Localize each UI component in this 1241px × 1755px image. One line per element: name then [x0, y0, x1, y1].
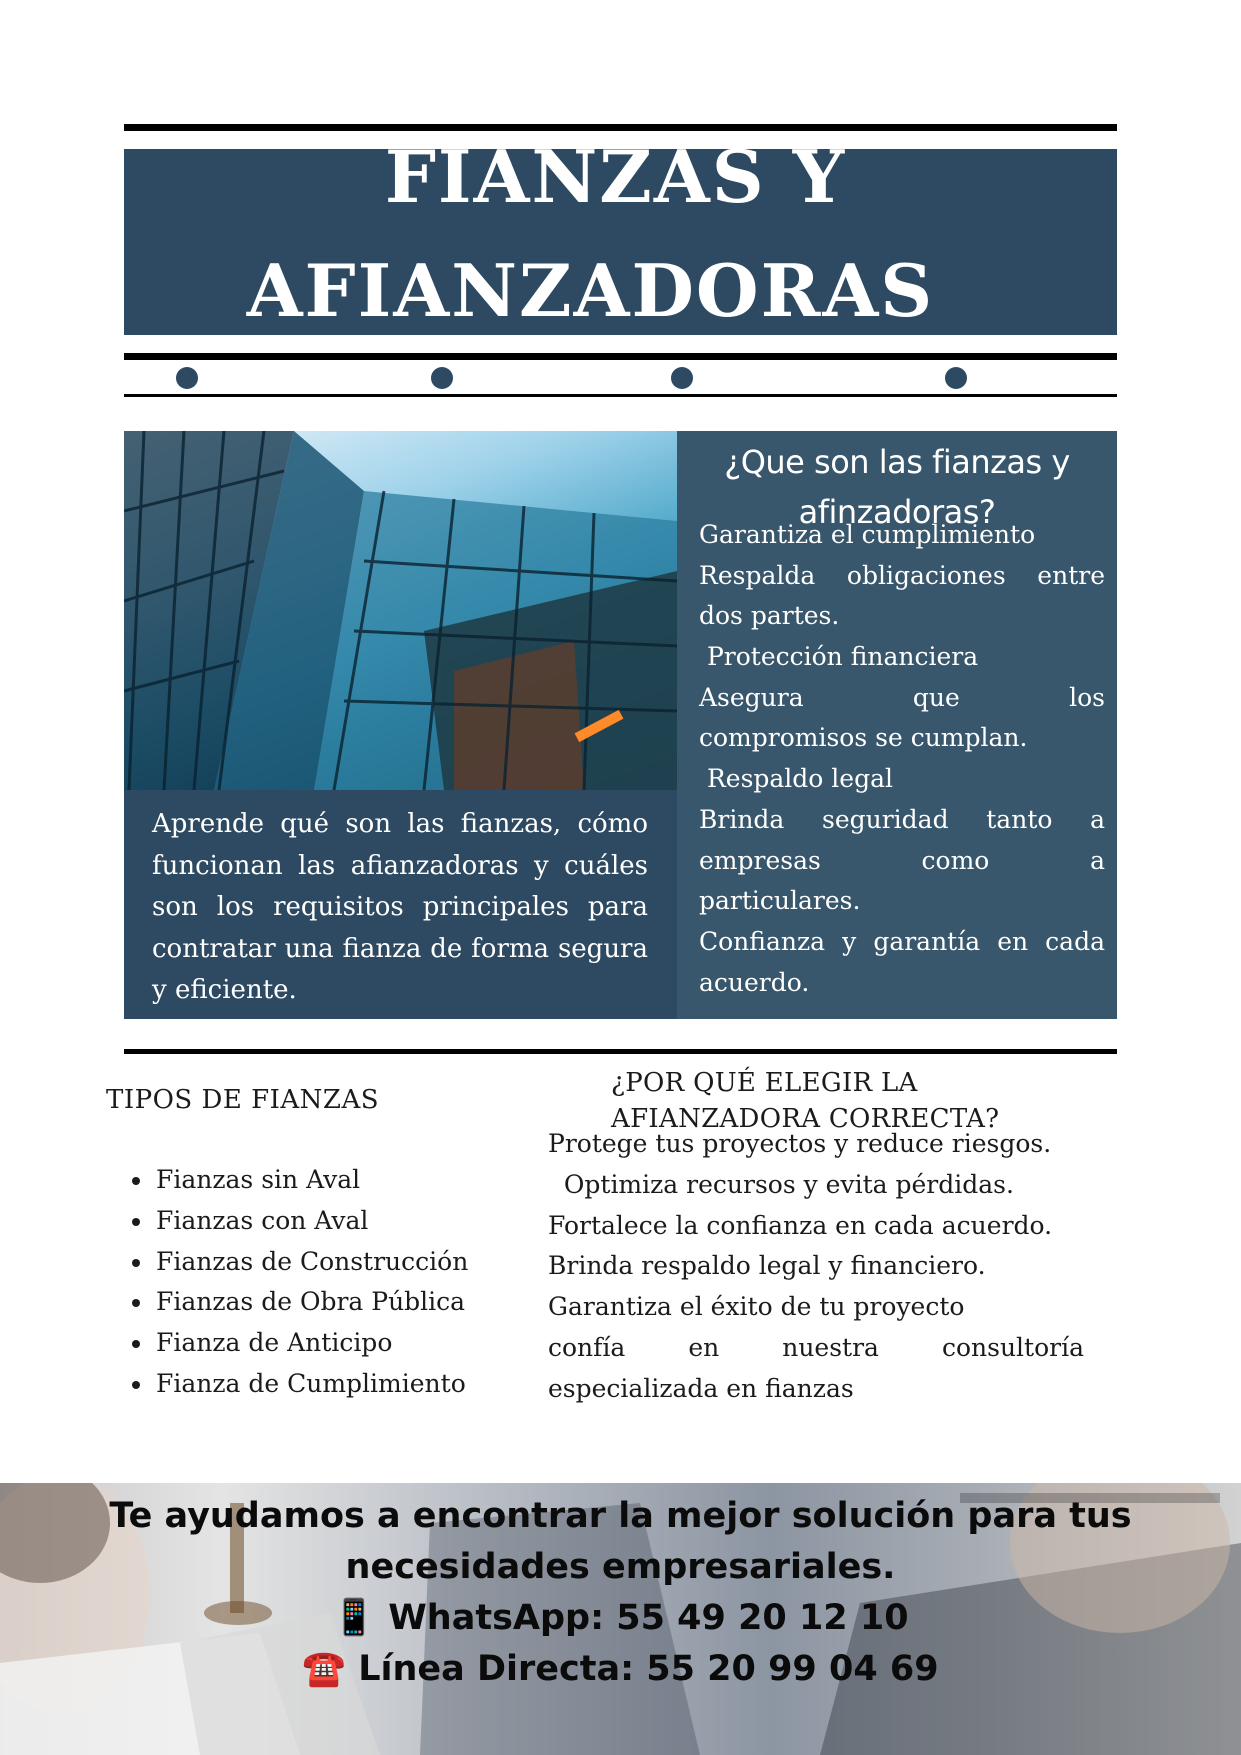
why-line: Fortalece la confianza en cada acuerdo. — [548, 1210, 1053, 1240]
why-line: Protege tus proyectos y reduce riesgos. — [548, 1129, 1052, 1158]
direct-line[interactable] — [0, 1644, 1241, 1695]
what-line: Asegura que los — [699, 682, 1105, 712]
why-heading-line-2: AFIANZADORA CORRECTA? — [611, 1104, 1000, 1134]
types-item: • Fianzas de Obra Pública — [154, 1282, 468, 1323]
what-line: Confianza y garantía en cada — [699, 926, 1105, 956]
title-banner — [124, 134, 1117, 335]
footer-line-1: Te ayudamos a encontrar la mejor solución para tus — [109, 1496, 1132, 1536]
direct-number[interactable]: Línea Directa: 55 20 99 04 69 — [358, 1649, 939, 1689]
types-item: • Fianza de Cumplimiento — [154, 1364, 468, 1405]
dots-rule — [124, 394, 1117, 397]
why-lines — [548, 1124, 1084, 1410]
what-line: particulares. — [699, 886, 861, 916]
intro-paragraph: Aprende qué son las fianzas, cómo funcionan las afianzadoras y cuáles son los requisitos principales para contratar una fianza de forma segura y eficiente. — [152, 809, 648, 1005]
decor-dot — [176, 367, 198, 389]
decor-dot — [431, 367, 453, 389]
skyscraper-illustration — [124, 431, 677, 790]
what-heading-line-1: ¿Que son las fianzas y — [724, 443, 1070, 481]
types-item: • Fianzas con Aval — [154, 1201, 468, 1242]
telephone-icon: ☎️ — [302, 1649, 347, 1689]
whatsapp-line[interactable] — [0, 1593, 1241, 1644]
footer-text — [0, 1483, 1241, 1695]
what-line: Respalda obligaciones entre — [699, 560, 1105, 590]
title-line-1: FIANZAS Y — [384, 134, 847, 219]
what-line: empresas como a — [699, 845, 1105, 875]
why-line: confía en nuestra consultoría — [548, 1332, 1084, 1362]
types-item: • Fianzas de Construcción — [154, 1242, 468, 1283]
what-line: Protección financiera — [699, 642, 979, 672]
footer-line-2: necesidades empresariales. — [345, 1547, 896, 1587]
middle-rule — [124, 1049, 1117, 1054]
types-item: • Fianza de Anticipo — [154, 1323, 468, 1364]
what-line: acuerdo. — [699, 967, 810, 997]
title-line-2: AFIANZADORAS — [246, 248, 935, 333]
types-list — [124, 1160, 468, 1405]
what-line: Respaldo legal — [699, 764, 893, 794]
what-line: compromisos se cumplan. — [699, 723, 1028, 753]
why-line: especializada en fianzas — [548, 1373, 854, 1403]
what-line: dos partes. — [699, 601, 840, 631]
types-heading: TIPOS DE FIANZAS — [106, 1085, 380, 1115]
whatsapp-number[interactable]: WhatsApp: 55 49 20 12 10 — [388, 1598, 909, 1638]
why-line: Garantiza el éxito de tu proyecto — [548, 1292, 965, 1322]
what-line: Garantiza el cumplimiento — [699, 520, 1036, 549]
what-heading-line-2: afinzadoras? — [798, 493, 996, 531]
what-line: Brinda seguridad tanto a — [699, 804, 1105, 834]
why-line: Brinda respaldo legal y financiero. — [548, 1251, 986, 1281]
what-panel — [677, 431, 1117, 1019]
decor-dot — [945, 367, 967, 389]
contact-footer — [0, 1483, 1241, 1755]
decor-dot — [671, 367, 693, 389]
what-lines — [699, 515, 1105, 1003]
why-line: Optimiza recursos y evita pérdidas. — [548, 1169, 1014, 1199]
title-bottom-rule — [124, 353, 1117, 360]
intro-panel — [124, 790, 677, 1019]
types-item: • Fianzas sin Aval — [154, 1160, 468, 1201]
phone-icon: 📱 — [332, 1598, 377, 1638]
skyscraper-photo — [124, 431, 677, 790]
why-heading-line-1: ¿POR QUÉ ELEGIR LA — [611, 1068, 918, 1098]
